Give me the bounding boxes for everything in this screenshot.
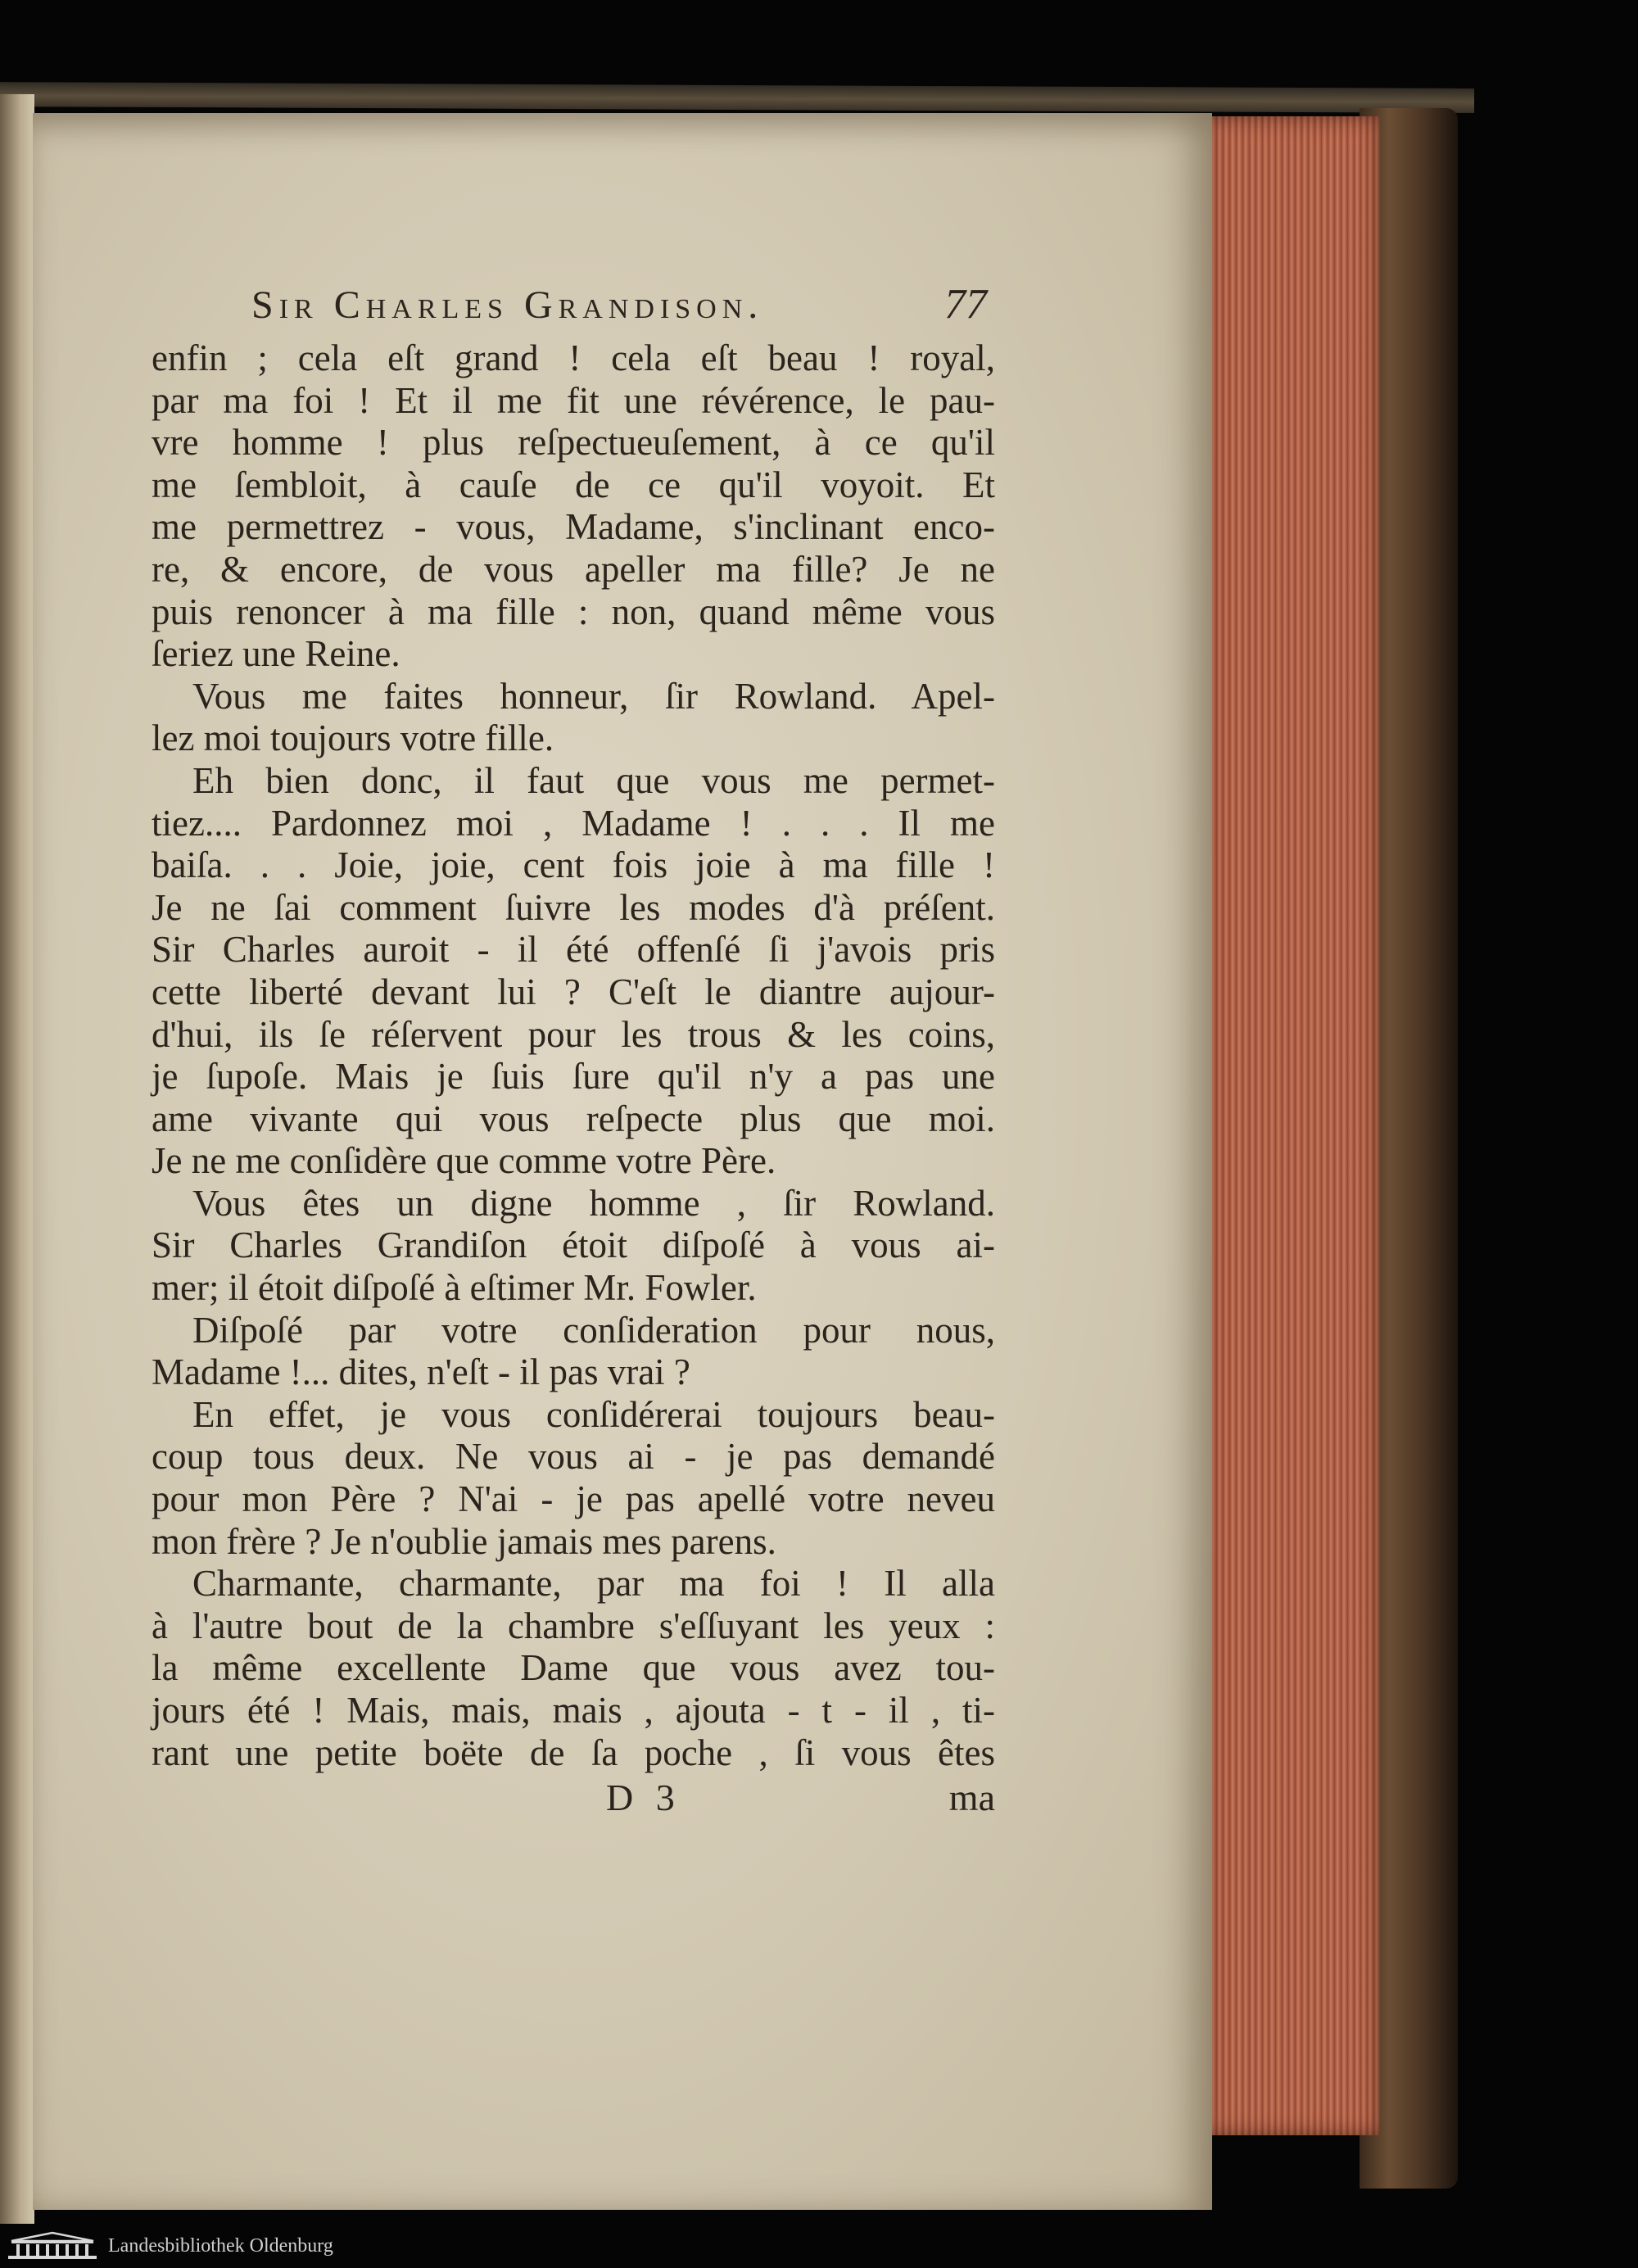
running-head — [152, 280, 995, 337]
text-line: puis renoncer à ma fille : non, quand même vous — [152, 591, 995, 632]
text-line: Je ne ſai comment ſuivre les modes d'à préſent. — [152, 886, 995, 928]
text-line: Eh bien donc, il faut que vous me permet- — [192, 759, 995, 801]
text-line: En effet, je vous conſidérerai toujours beau- — [192, 1393, 995, 1435]
text-line: rant une petite boëte de ſa poche , ſi vous êtes — [152, 1732, 995, 1773]
page-block-edges — [1204, 116, 1380, 2135]
text-line: pour mon Père ? N'ai - je pas apellé votre neveu — [152, 1478, 995, 1520]
text-line: Madame !... dites, n'eſt - il pas vrai ? — [152, 1351, 690, 1393]
text-line: enfin ; cela eſt grand ! cela eſt beau ! royal, — [152, 337, 995, 378]
text-line: re, & encore, de vous apeller ma fille? Je ne — [152, 548, 995, 590]
library-name-label: Landesbibliothek Oldenburg — [108, 2235, 333, 2257]
text-line: me ſembloit, à cauſe de ce qu'il voyoit. Et — [152, 464, 995, 505]
text-line: à l'autre bout de la chambre s'eſſuyant les yeux : — [152, 1605, 995, 1646]
text-line: Diſpoſé par votre conſideration pour nous, — [192, 1309, 995, 1351]
signature-mark: D 3 — [606, 1777, 681, 1819]
book-cover-top-edge — [0, 82, 1474, 113]
text-line: lez moi toujours votre fille. — [152, 718, 554, 759]
page-text-block — [152, 280, 995, 1822]
text-line: tiez.... Pardonnez moi , Madame ! . . . Il me — [152, 802, 995, 844]
running-head-title: Sir Charles Grandison. — [251, 283, 764, 327]
library-building-logo-icon — [7, 2231, 98, 2261]
text-line: Je ne me conſidère que comme votre Père. — [152, 1140, 776, 1182]
text-line: Vous me faites honneur, ſir Rowland. Apel- — [192, 675, 995, 717]
text-line: Charmante, charmante, par ma foi ! Il alla — [192, 1563, 995, 1605]
facing-page-edge — [0, 94, 34, 2224]
text-line: Vous êtes un digne homme , ſir Rowland. — [192, 1182, 995, 1224]
text-line: ame vivante qui vous reſpecte plus que moi. — [152, 1098, 995, 1139]
signature-line — [152, 1776, 995, 1822]
text-line: la même excellente Dame que vous avez tou- — [152, 1647, 995, 1689]
text-line: baiſa. . . Joie, joie, cent fois joie à ma fille ! — [152, 844, 995, 886]
text-line: jours été ! Mais, mais, mais , ajouta - t - il , ti- — [152, 1690, 995, 1731]
text-line: d'hui, ils ſe réſervent pour les trous & les coins, — [152, 1013, 995, 1055]
text-line: coup tous deux. Ne vous ai - je pas demandé — [152, 1436, 995, 1478]
text-line: ſeriez une Reine. — [152, 633, 400, 675]
text-line: mon frère ? Je n'oublie jamais mes parens. — [152, 1520, 776, 1562]
text-line: je ſupoſe. Mais je ſuis ſure qu'il n'y a pas une — [152, 1056, 995, 1098]
text-line: par ma foi ! Et il me fit une révérence, le pau- — [152, 379, 995, 421]
text-line: vre homme ! plus reſpectueuſement, à ce qu'il — [152, 422, 995, 464]
text-line: me permettrez - vous, Madame, s'inclinant enco- — [152, 506, 995, 548]
text-line: cette liberté devant lui ? C'eſt le diantre aujour- — [152, 971, 995, 1012]
text-line: Sir Charles auroit - il été offenſé ſi j'avois pris — [152, 929, 995, 971]
text-line: mer; il étoit diſpoſé à eſtimer Mr. Fowler. — [152, 1267, 757, 1309]
text-line: Sir Charles Grandiſon étoit diſpoſé à vous ai- — [152, 1225, 995, 1266]
page-number: 77 — [944, 281, 987, 328]
catchword: ma — [948, 1777, 995, 1819]
